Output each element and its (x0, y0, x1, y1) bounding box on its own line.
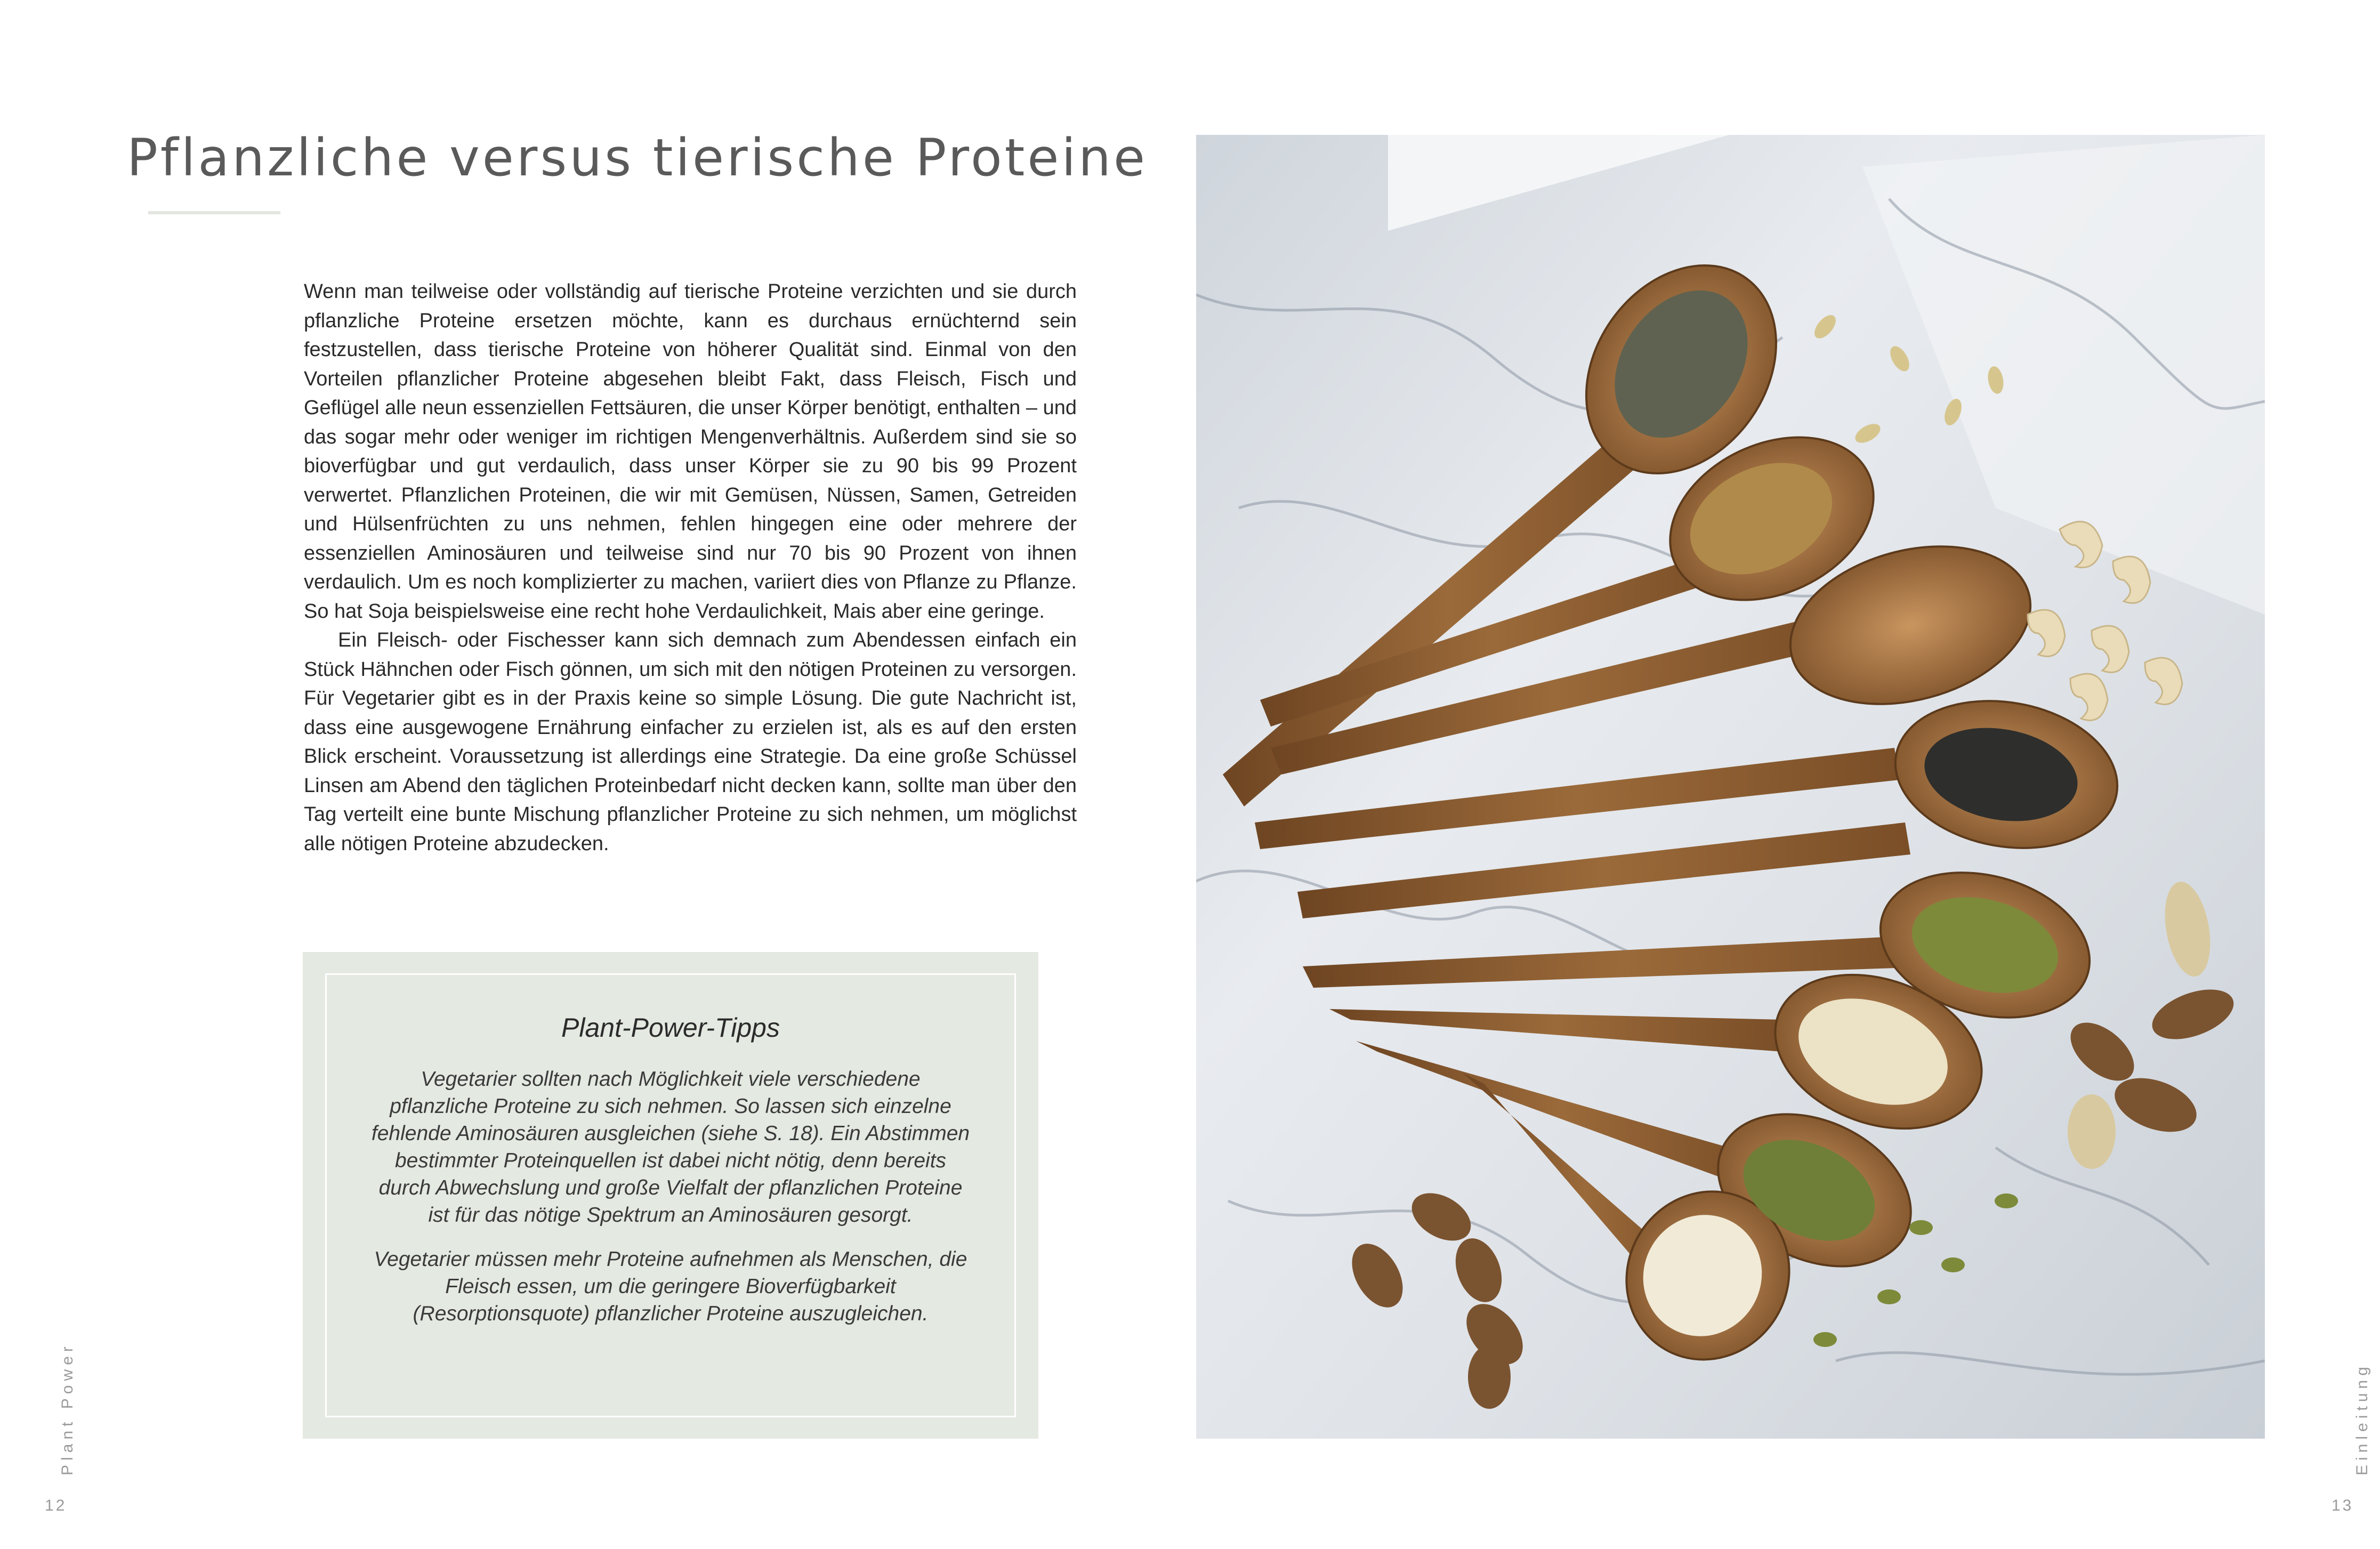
tip-box-paragraph: Vegetarier müssen mehr Proteine aufnehmen als Menschen, die Fleisch essen, um die geringere Bioverfügbarkeit (Resorptionsquote) pflanzlicher Proteine auszugleichen. (374, 1248, 967, 1325)
tip-box-heading: Plant-Power-Tipps (561, 1013, 780, 1043)
page-title: Pflanzliche versus tierische Proteine (127, 128, 1148, 188)
tip-box-paragraph: Vegetarier sollten nach Möglichkeit viele verschiedene pflanzliche Proteine zu sich nehmen. So lassen sich einzelne fehlende Aminosäuren ausgleichen (siehe S. 18). Ein Abstimmen bestimmter Proteinquellen ist dabei nicht nötig, denn bereits durch Abwechslung und große Vielfalt der pflanzlichen Proteine ist für das nötige Spektrum an Aminosäuren gesorgt. (371, 1068, 970, 1227)
running-head-left: Plant Power (59, 1342, 76, 1475)
body-paragraph: Wenn man teilweise oder vollständig auf tierische Proteine verzichten und sie durch pflanzliche Proteine ersetzen möchte, kann es durchaus ernüchternd sein festzustellen, dass tierische Proteine von höherer Qualität sind. Einmal von den Vorteilen pflanzlicher Proteine abgesehen bleibt Fakt, dass Fleisch, Fisch und Geflügel alle neun essenziellen Fettsäuren, die unser Körper benötigt, enthalten – und das sogar mehr oder weniger im richtigen Mengenverhältnis. Außerdem sind sie so bioverfügbar und gut verdaulich, dass unser Körper sie zu 90 bis 99 Prozent verwertet. Pflanzlichen Proteinen, die wir mit Gemüsen, Nüssen, Samen, Getreiden und Hülsenfrüchten zu uns nehmen, fehlen hingegen eine oder mehrere der essenziellen Aminosäuren und teilweise sind nur 70 bis 90 Prozent von ihnen verdaulich. Um es noch komplizierter zu machen, variiert dies von Pflanze zu Pflanze. So hat Soja beispielsweise eine recht hohe Verdaulichkeit, Mais aber eine geringe. (304, 280, 1077, 623)
page-number-right: 13 (2331, 1497, 2354, 1514)
page-number-left: 12 (45, 1497, 67, 1514)
body-text (304, 277, 1077, 858)
title-underline (148, 211, 280, 214)
tip-box-frame (325, 973, 1016, 1417)
running-head-right: Einleitung (2353, 1362, 2371, 1475)
tip-box (303, 952, 1038, 1439)
spoons-photo (1196, 135, 2265, 1439)
body-paragraph: Ein Fleisch- oder Fischesser kann sich demnach zum Abendessen einfach ein Stück Hähnchen oder Fisch gönnen, um sich mit den nötigen Proteinen zu versorgen. Für Vegetarier gibt es in der Praxis keine so simple Lösung. Die gute Nachricht ist, dass eine ausgewogene Ernährung einfacher zu erzielen ist, als es auf den ersten Blick erscheint. Voraussetzung ist allerdings eine Strategie. Da eine große Schüssel Linsen am Abend den täglichen Proteinbedarf nicht decken kann, sollte man über den Tag verteilt eine bunte Mischung pflanzlicher Proteine zu sich nehmen, um möglichst alle nötigen Proteine abzudecken. (304, 629, 1077, 855)
